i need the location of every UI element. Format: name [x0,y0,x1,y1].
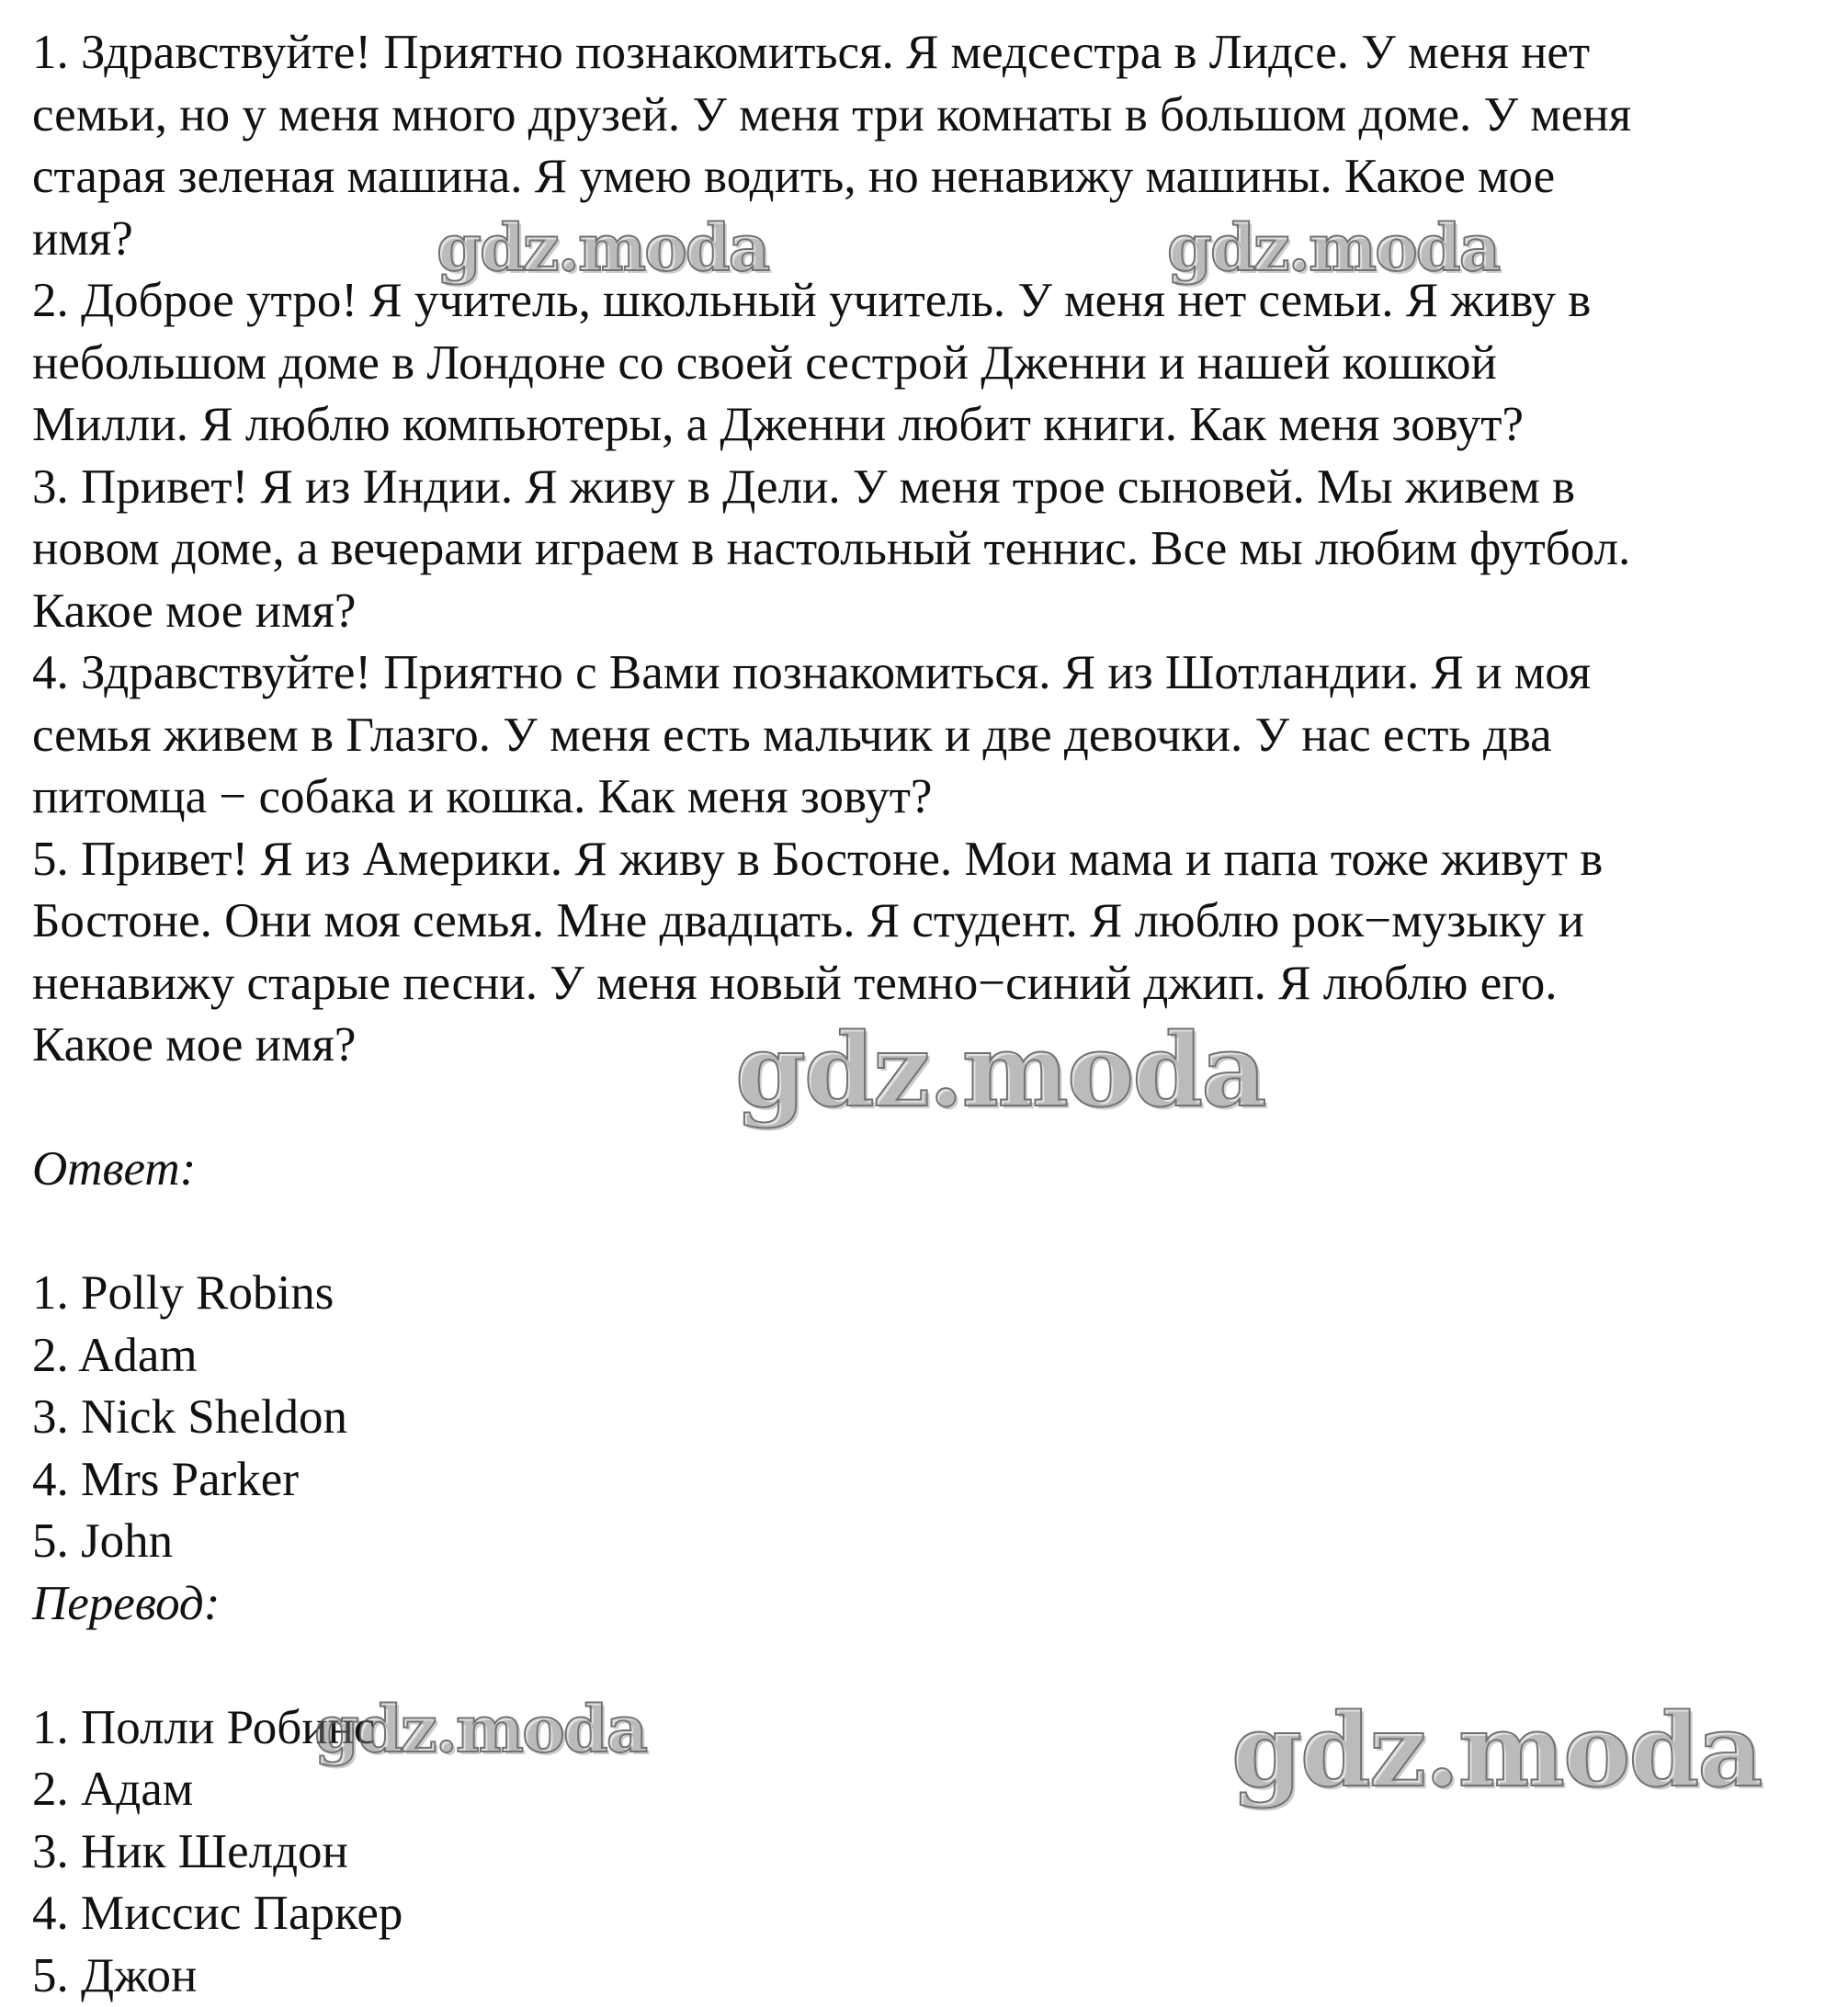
task-line: Бостоне. Они моя семья. Мне двадцать. Я студент. Я люблю рок−музыку и [32,890,1829,953]
spacer [32,1077,1829,1140]
watermark: gdz.moda [1231,1691,1762,1809]
spacer [32,1201,1829,1264]
task-line: имя? [32,209,1829,271]
translation-item: 5. Джон [32,1945,1829,2007]
task-line: 5. Привет! Я из Америки. Я живу в Бостоне. Мои мама и папа тоже живут в [32,829,1829,891]
answer-item: 2. Adam [32,1325,1829,1388]
task-line: Какое мое имя? [32,581,1829,643]
watermark: gdz.moda [1167,210,1499,286]
task-line: ненавижу старые песни. У меня новый темно−синий джип. Я люблю его. [32,953,1829,1015]
translation-list [32,1697,1829,2007]
answer-item: 4. Mrs Parker [32,1449,1829,1512]
translation-item: 3. Ник Шелдон [32,1821,1829,1884]
spacer [32,1635,1829,1697]
answer-item: 5. John [32,1511,1829,1573]
answer-heading: Ответ: [32,1139,1829,1201]
task-line: Милли. Я люблю компьютеры, а Дженни любит книги. Как меня зовут? [32,394,1829,457]
task-text [32,22,1829,1077]
task-line: питомца − собака и кошка. Как меня зовут? [32,766,1829,829]
translation-heading: Перевод: [32,1573,1829,1636]
task-line: 3. Привет! Я из Индии. Я живу в Дели. У меня трое сыновей. Мы живем в [32,457,1829,519]
watermark: gdz.moda [735,1011,1265,1129]
task-line: 2. Доброе утро! Я учитель, школьный учитель. У меня нет семьи. Я живу в [32,270,1829,333]
task-line: новом доме, а вечерами играем в настольный теннис. Все мы любим футбол. [32,518,1829,581]
task-line: 4. Здравствуйте! Приятно с Вами познакомиться. Я из Шотландии. Я и моя [32,642,1829,705]
translation-item: 2. Адам [32,1759,1829,1821]
task-line: 1. Здравствуйте! Приятно познакомиться. Я медсестра в Лидсе. У меня нет [32,22,1829,85]
watermark: gdz.moda [436,210,768,286]
task-line: семья живем в Глазго. У меня есть мальчик и две девочки. У нас есть два [32,705,1829,767]
document-page [32,22,1829,2007]
watermark: gdz.moda [314,1691,646,1767]
task-line: небольшом доме в Лондоне со своей сестрой Дженни и нашей кошкой [32,333,1829,395]
answer-item: 1. Polly Robins [32,1263,1829,1325]
task-line: старая зеленая машина. Я умею водить, но ненавижу машины. Какое мое [32,146,1829,209]
answer-list [32,1263,1829,1573]
task-line: Какое мое имя? [32,1015,1829,1077]
translation-item: 4. Миссис Паркер [32,1883,1829,1945]
translation-item: 1. Полли Робинс [32,1697,1829,1760]
answer-item: 3. Nick Sheldon [32,1387,1829,1449]
task-line: семьи, но у меня много друзей. У меня три комнаты в большом доме. У меня [32,85,1829,147]
